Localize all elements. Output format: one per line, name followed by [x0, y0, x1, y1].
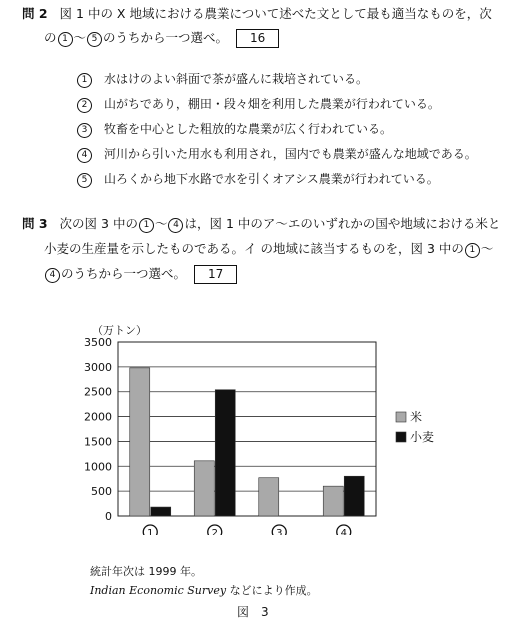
q2-option-1 [76, 70, 368, 88]
figure-label: 図 3 [237, 605, 269, 619]
y-tick-label: 2500 [84, 385, 112, 399]
bar-wheat [344, 476, 364, 516]
bar-wheat [151, 507, 171, 516]
x-tick-number: 1 [147, 528, 154, 535]
q2-line2-post: のうちから一つ選べ。 [103, 30, 229, 45]
q2-option-4-num: 4 [77, 148, 92, 163]
bar-wheat [215, 390, 235, 516]
y-tick-label: 1500 [84, 435, 112, 449]
q3-line2-text: 小麦の生産量を示したものである。イ の地域に該当するものを，図 3 中の [44, 241, 464, 256]
q3-range-end: 4 [168, 218, 183, 233]
q2-line2-pre: の [44, 30, 57, 45]
source-note [90, 582, 318, 598]
q3-line2-range-sep: 〜 [480, 241, 494, 256]
q2-number: 問 2 [22, 6, 48, 21]
q2-range-start: 1 [58, 32, 73, 47]
legend-swatch [396, 412, 406, 422]
chart-legend [396, 409, 434, 444]
x-tick-label [337, 525, 351, 535]
q2-option-2-num: 2 [77, 98, 92, 113]
y-tick-label: 3500 [84, 336, 112, 349]
x-tick-label [143, 525, 157, 535]
y-tick-label: 0 [105, 510, 112, 523]
legend-label: 小麦 [410, 430, 435, 444]
x-tick-label [272, 525, 286, 535]
q3-line2 [44, 238, 493, 260]
x-tick-label [208, 525, 222, 535]
q2-option-3-num: 3 [77, 123, 92, 138]
q2-option-5 [76, 170, 439, 188]
q3-line3-post: のうちから一つ選べ。 [61, 266, 187, 281]
q3-range-start: 1 [139, 218, 154, 233]
q2-line2 [44, 27, 279, 49]
bar-rice [194, 461, 214, 516]
bar-chart [0, 320, 520, 535]
q2-option-3-text: 牧畜を中心とした粗放的な農業が広く行われている。 [104, 122, 393, 136]
q2-option-3 [76, 120, 392, 138]
x-tick-number: 2 [211, 528, 218, 535]
chart-y-ticks [84, 336, 112, 523]
q2-option-4 [76, 145, 477, 163]
chart-x-ticks [143, 525, 351, 535]
q3-line3 [44, 263, 237, 285]
chart-ylabel: （万トン） [92, 324, 147, 337]
y-tick-label: 500 [91, 485, 112, 499]
q2-option-5-text: 山ろくから地下水路で水を引くオアシス農業が行われている。 [104, 172, 439, 186]
q3-line2-range-start: 1 [465, 243, 480, 258]
legend-swatch [396, 432, 406, 442]
q2-option-4-text: 河川から引いた用水も利用され，国内でも農業が盛んな地域である。 [104, 147, 477, 161]
source-rest: などにより作成。 [226, 584, 318, 597]
q2-option-2 [76, 95, 440, 113]
q3-line1 [22, 213, 500, 235]
y-tick-label: 2000 [84, 410, 112, 424]
q2-option-5-num: 5 [77, 173, 92, 188]
q3-range-sep: 〜 [154, 216, 168, 231]
q2-option-1-text: 水はけのよい斜面で茶が盛んに栽培されている。 [104, 72, 369, 86]
bar-rice [130, 368, 150, 516]
q2-answer-box: 16 [236, 29, 279, 48]
y-tick-label: 3000 [84, 360, 112, 374]
bar-rice [323, 486, 343, 516]
stat-year-note: 統計年次は 1999 年。 [90, 565, 202, 578]
q3-line3-range-end: 4 [45, 268, 60, 283]
q3-number: 問 3 [22, 216, 48, 231]
q2-range-end: 5 [87, 32, 102, 47]
source-title: Indian Economic Survey [90, 584, 227, 597]
q3-line1-pre: 次の図 3 中の [59, 216, 138, 231]
x-tick-number: 4 [340, 528, 347, 535]
chart-bars [130, 368, 365, 516]
x-tick-number: 3 [276, 528, 283, 535]
q2-text-line1: 図 1 中の X 地域における農業について述べた文として最も適当なものを，次 [59, 6, 492, 21]
q3-answer-box: 17 [194, 265, 237, 284]
q2-range-sep: 〜 [73, 30, 87, 45]
y-tick-label: 1000 [84, 460, 112, 474]
q2-option-2-text: 山がちであり，棚田・段々畑を利用した農業が行われている。 [104, 97, 440, 111]
q2-line1 [22, 3, 492, 25]
legend-label: 米 [410, 410, 423, 424]
bar-rice [259, 478, 279, 516]
q2-option-1-num: 1 [77, 73, 92, 88]
q3-line1-post: は，図 1 中のア〜エのいずれかの国や地域における米と [184, 216, 501, 231]
